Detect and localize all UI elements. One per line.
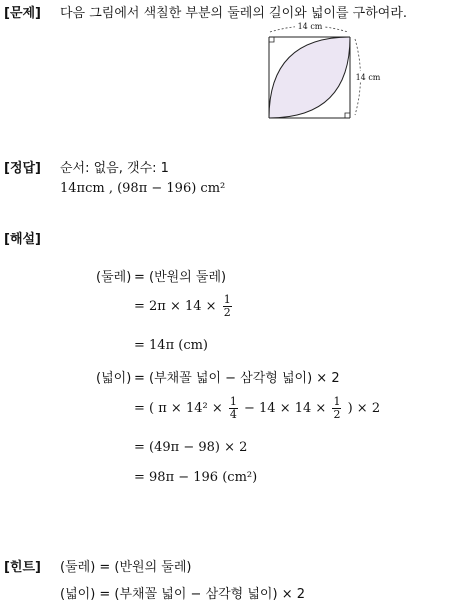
solution-label: [해설] <box>4 232 41 247</box>
area-result: = 98π − 196 (cm²) <box>134 470 258 485</box>
fraction-denominator: 2 <box>223 306 231 319</box>
area-step-1-part-b: − 14 × 14 × <box>244 401 327 416</box>
problem-text: 다음 그림에서 색칠한 부분의 둘레의 길이와 넓이를 구하여라. <box>60 6 408 21</box>
area-step-1 <box>134 396 380 421</box>
area-step-1-close: ) × 2 <box>347 401 381 416</box>
area-rhs: = (부채꼴 넓이 − 삼각형 넓이) × 2 <box>134 371 340 386</box>
fraction-denominator: 4 <box>229 408 237 421</box>
fraction-numerator: 1 <box>223 293 231 306</box>
hint-area: (넓이) = (부채꼴 넓이 − 삼각형 넓이) × 2 <box>60 587 305 602</box>
shaded-leaf <box>269 37 350 118</box>
problem-label: [문제] <box>4 6 41 21</box>
area-step-1-part-a: π × 14² × <box>158 401 223 416</box>
area-lhs: (넓이) <box>96 371 132 386</box>
fraction-one-half <box>223 294 232 319</box>
perimeter-step-1 <box>134 294 234 319</box>
fraction-one-quarter <box>229 396 238 421</box>
perimeter-step-1-text: = 2π × 14 × <box>134 299 217 314</box>
fraction-numerator: 1 <box>229 395 237 408</box>
fraction-one-half-2 <box>332 396 341 421</box>
area-step-2: = (49π − 98) × 2 <box>134 440 248 455</box>
area-step-1-open: = ( <box>134 401 155 416</box>
top-length-label: 14 cm <box>297 22 323 31</box>
hint-perimeter: (둘레) = (반원의 둘레) <box>60 560 192 575</box>
fraction-numerator: 1 <box>333 395 341 408</box>
perimeter-rhs: = (반원의 둘레) <box>134 270 227 285</box>
square-figure <box>269 21 384 118</box>
right-angle-mark-bottom-right <box>345 113 350 118</box>
right-angle-mark-top-left <box>269 37 274 42</box>
problem-figure <box>262 21 392 125</box>
answer-value: 14πcm , (98π − 196) cm² <box>60 181 226 196</box>
hint-label: [힌트] <box>4 560 41 575</box>
perimeter-lhs: (둘레) <box>96 270 132 285</box>
fraction-denominator: 2 <box>333 408 341 421</box>
perimeter-result: = 14π (cm) <box>134 338 208 353</box>
answer-order-count: 순서: 없음, 갯수: 1 <box>60 161 169 176</box>
answer-label: [정답] <box>4 161 41 176</box>
side-length-label: 14 cm <box>355 73 381 82</box>
